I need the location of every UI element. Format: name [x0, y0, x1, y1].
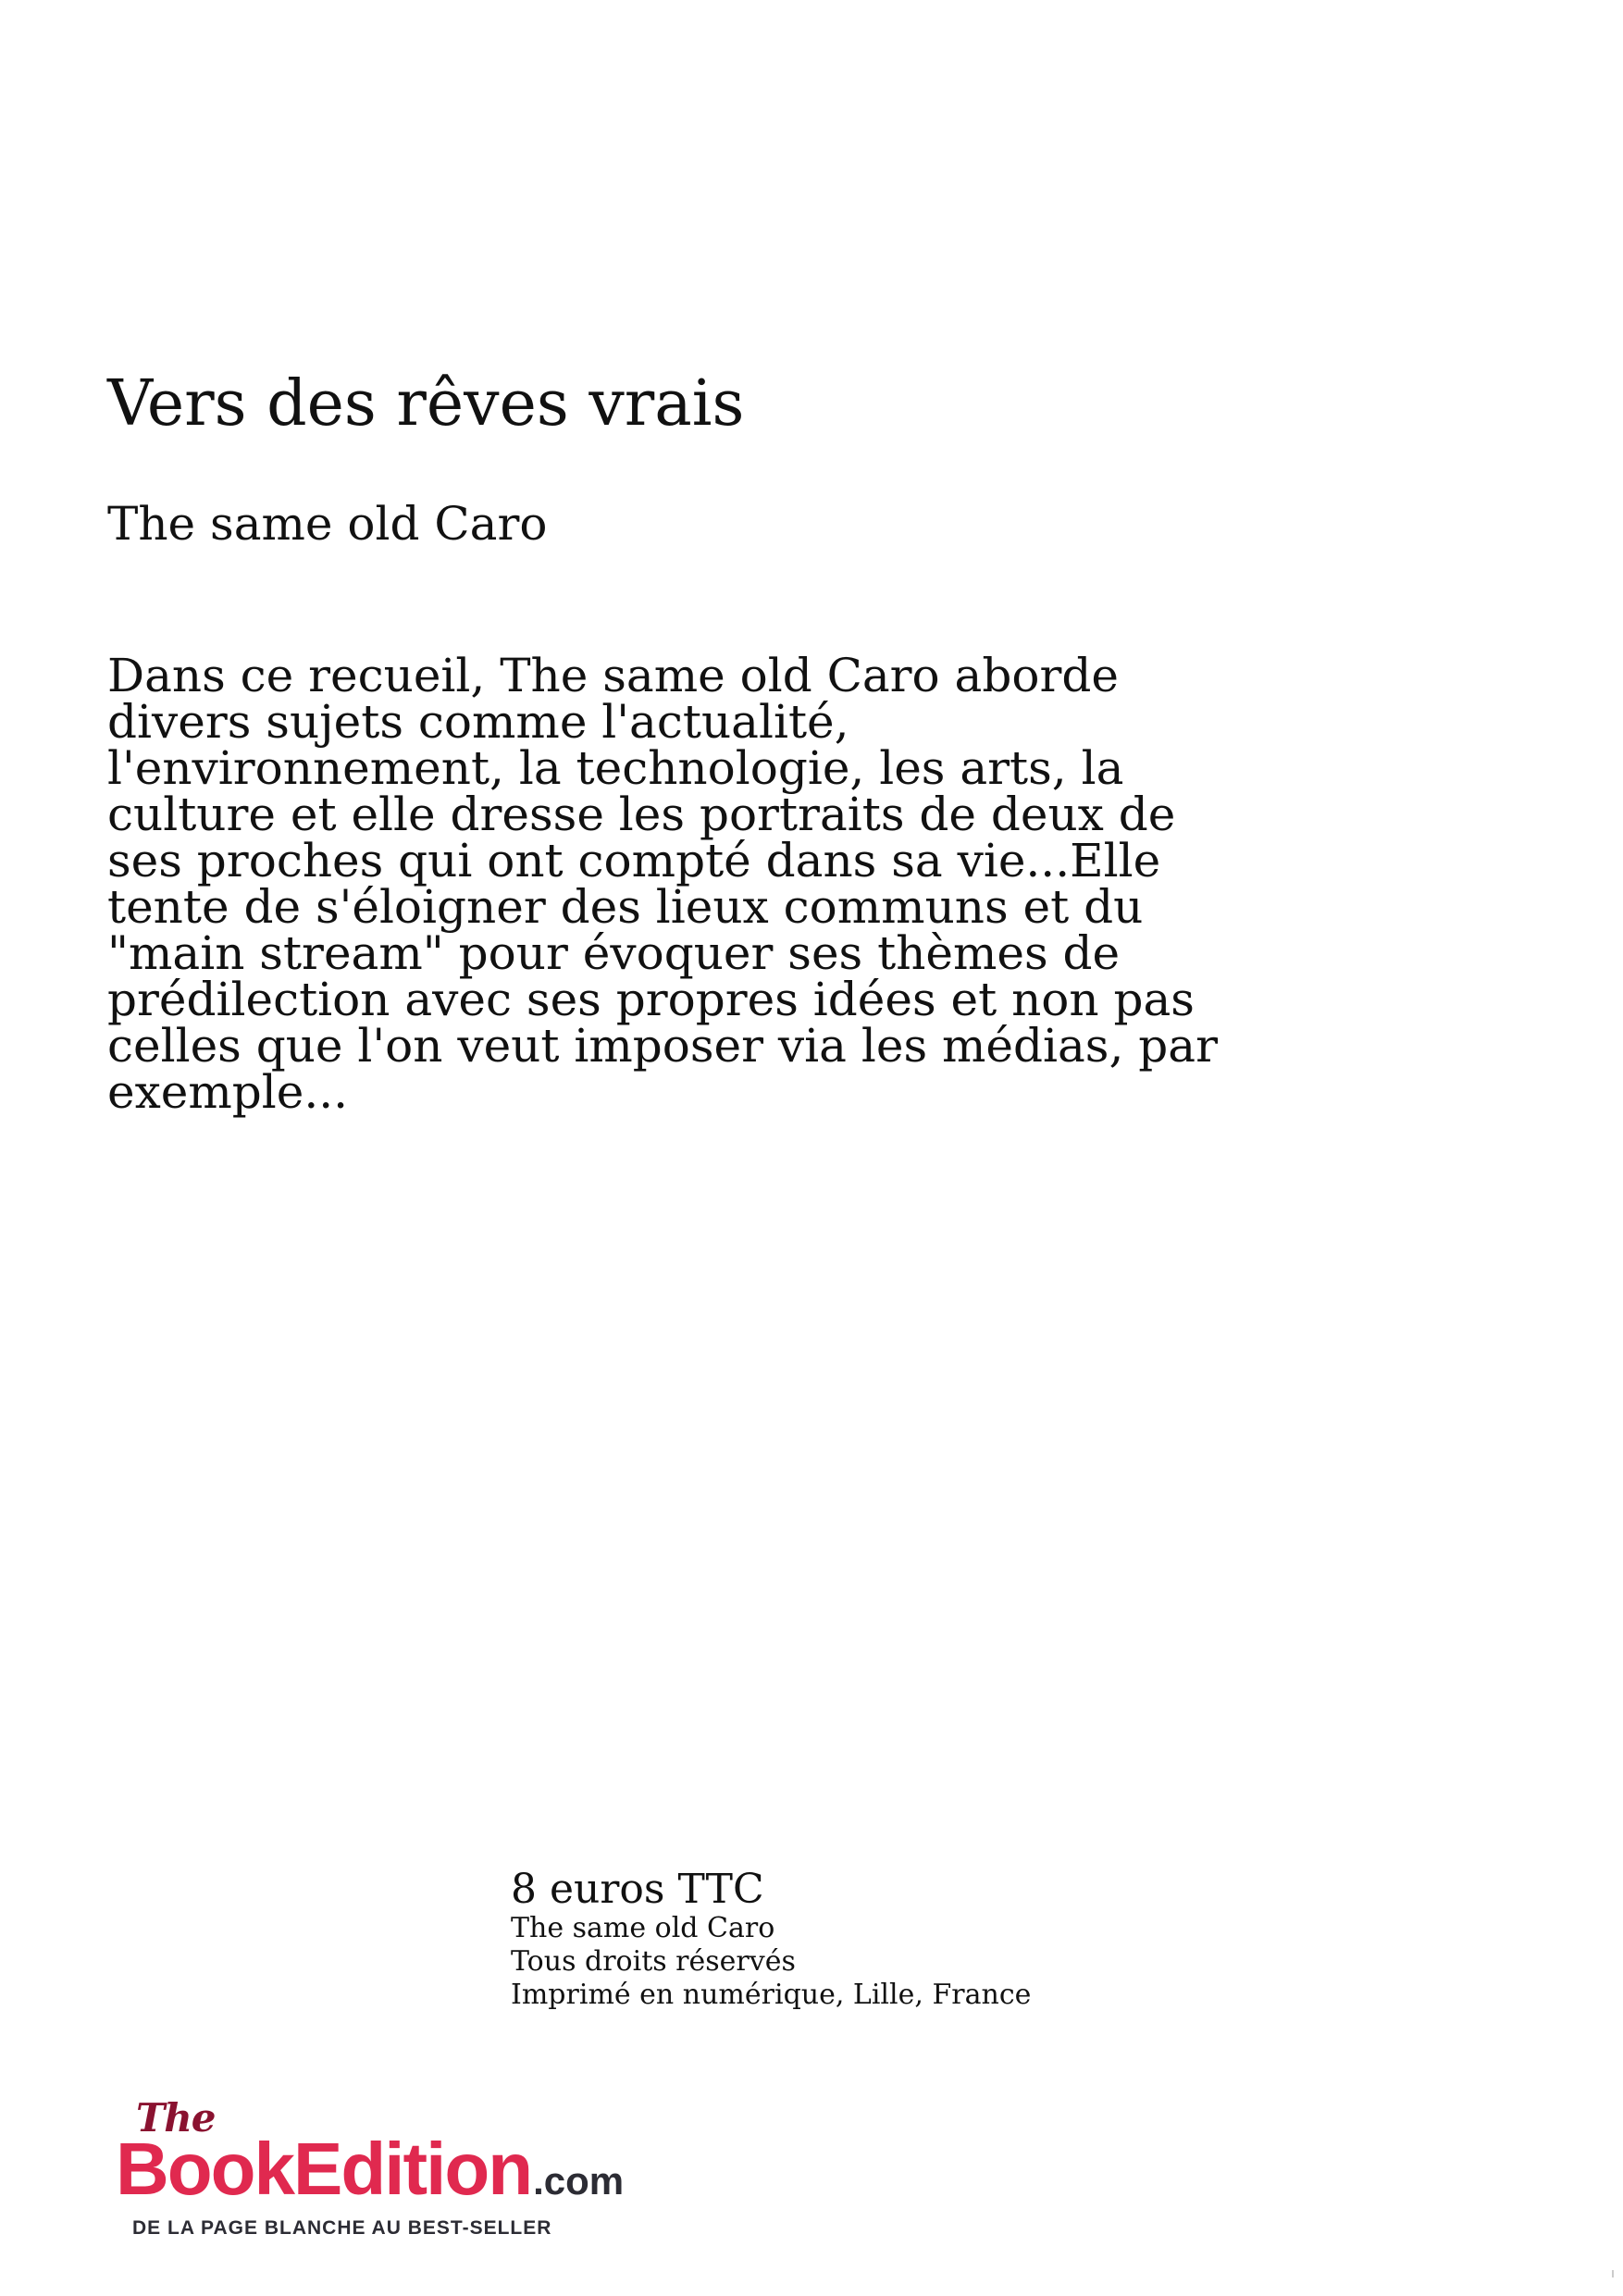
book-blurb: Dans ce recueil, The same old Caro aborde divers sujets comme l'actualité, l'environnement, la technologie, les arts, la culture et elle dresse les portraits de deux de ses proches qui ont compté dans sa vie...Elle tente de s'éloigner des lieux communs et du "main stream" pour évoquer ses thèmes de prédilection avec ses propres idées et non pas celles que l'on veut imposer via les médias, par exemple... [107, 649, 1218, 1119]
logo-the: The [136, 2095, 216, 2141]
printing-info: Imprimé en numérique, Lille, France [511, 1979, 1032, 2012]
logo-name: BookEdition [116, 2128, 532, 2210]
book-title: Vers des rêves vrais [107, 367, 745, 441]
page-edge-mark [1612, 2270, 1614, 2277]
colophon-author: The same old Caro [511, 1912, 775, 1945]
price: 8 euros TTC [511, 1866, 764, 1913]
book-author: The same old Caro [107, 497, 548, 551]
colophon [511, 1868, 1031, 2012]
logo-wordmark [116, 2128, 625, 2210]
logo-tagline: DE LA PAGE BLANCHE AU BEST-SELLER [132, 2217, 552, 2239]
logo-domain: .com [533, 2159, 625, 2203]
rights-notice: Tous droits réservés [511, 1945, 796, 1979]
publisher-logo [116, 2095, 625, 2240]
